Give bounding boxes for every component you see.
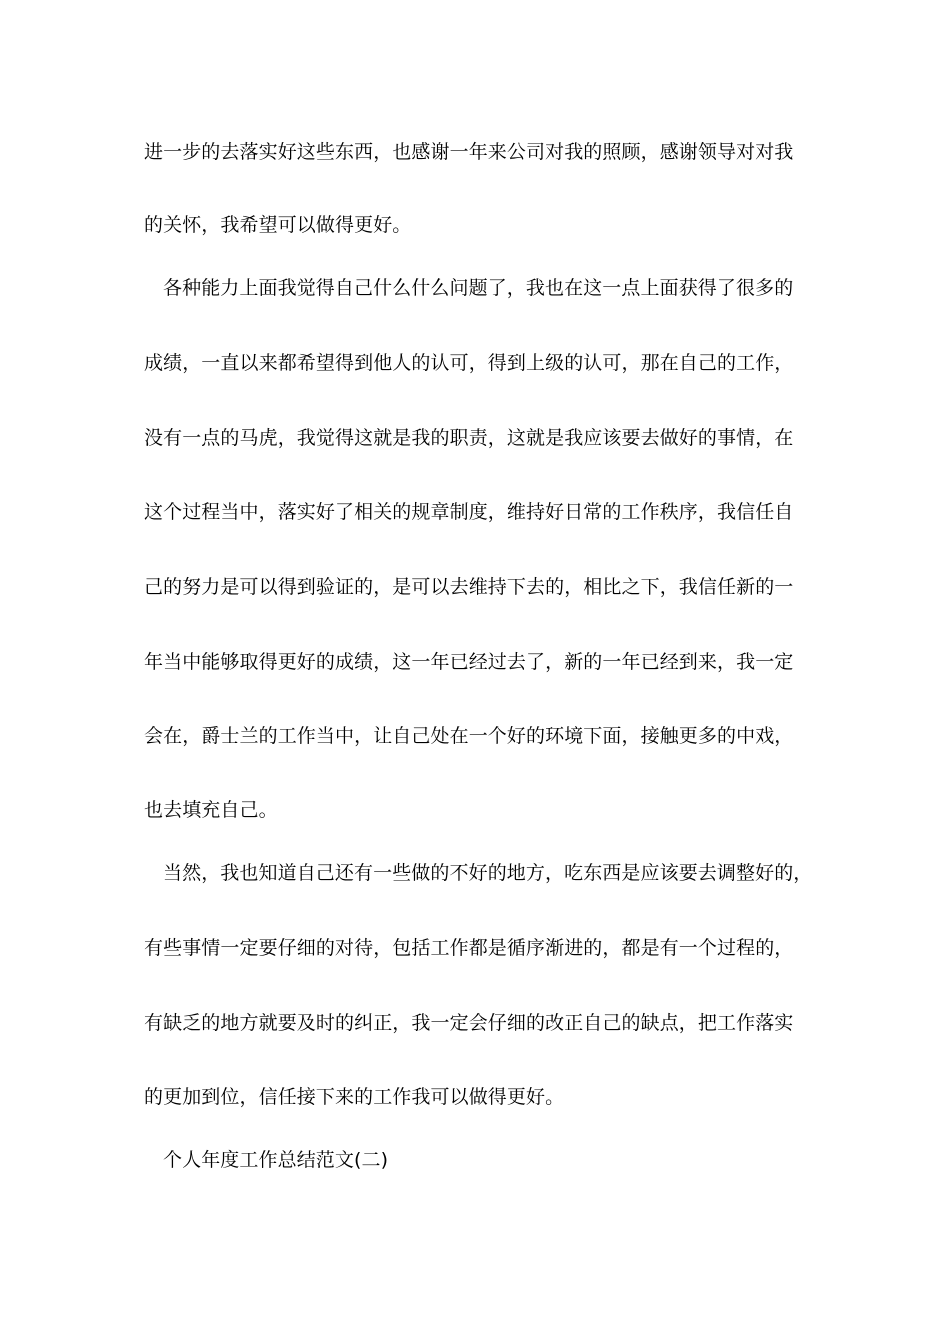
paragraph-line: 各种能力上面我觉得自己什么什么问题了，我也在这一点上面获得了很多的 (163, 277, 794, 299)
paragraph-line: 也去填充自己。 (144, 799, 278, 821)
paragraph-line: 当然，我也知道自己还有一些做的不好的地方，吃东西是应该要去调整好的， (163, 862, 813, 884)
paragraph-line: 有缺乏的地方就要及时的纠正，我一定会仔细的改正自己的缺点，把工作落实 (144, 1012, 794, 1034)
paragraph-line: 有些事情一定要仔细的对待，包括工作都是循序渐进的，都是有一个过程的， (144, 937, 794, 959)
paragraph-line: 进一步的去落实好这些东西，也感谢一年来公司对我的照顾，感谢领导对对我 (144, 141, 794, 163)
paragraph-line: 会在，爵士兰的工作当中，让自己处在一个好的环境下面，接触更多的中戏， (144, 725, 794, 747)
paragraph-line: 成绩，一直以来都希望得到他人的认可，得到上级的认可，那在自己的工作， (144, 352, 794, 374)
paragraph-line: 年当中能够取得更好的成绩，这一年已经过去了，新的一年已经到来，我一定 (144, 651, 794, 673)
paragraph-line: 这个过程当中，落实好了相关的规章制度，维持好日常的工作秩序，我信任自 (144, 501, 794, 523)
paragraph-line: 的更加到位，信任接下来的工作我可以做得更好。 (144, 1086, 565, 1108)
paragraph-line: 己的努力是可以得到验证的，是可以去维持下去的，相比之下，我信任新的一 (144, 576, 794, 598)
paragraph-line: 没有一点的马虎，我觉得这就是我的职责，这就是我应该要去做好的事情，在 (144, 427, 794, 449)
paragraph-line: 的关怀，我希望可以做得更好。 (144, 214, 412, 236)
section-heading: 个人年度工作总结范文(二) (163, 1149, 389, 1171)
